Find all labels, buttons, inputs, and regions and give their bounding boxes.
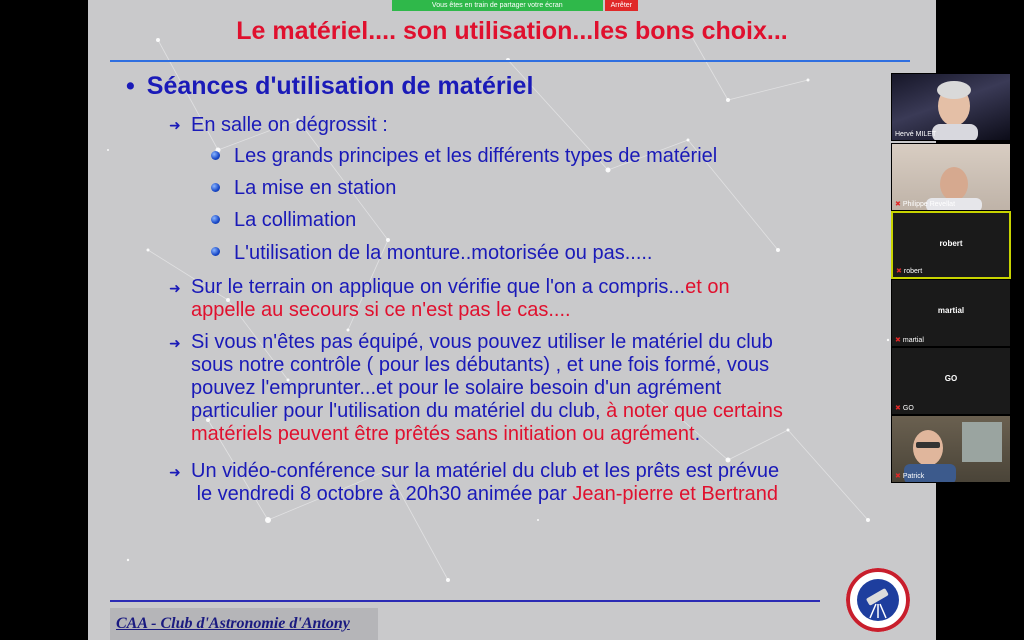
bullet-item: Si vous n'êtes pas équipé, vous pouvez utiliser le matériel du club sous notre contrôle ( pour les débutants) , et une fois formé, vous pouvez l'emprunter...et pour le solaire besoin d'un agrément particulier pour l'utilisation du matériel du club, à noter que certains matériels peuvent être prêtés sans initiation ou agrément. — [191, 331, 783, 445]
bullet-item: La mise en station — [234, 177, 397, 199]
bullet-item: L'utilisation de la monture..motorisée ou pas..... — [234, 242, 653, 264]
muted-mic-icon: ✖ — [895, 337, 901, 344]
participant-name-label: GO — [902, 404, 914, 412]
participant-name-label: Hervé MILET — [895, 131, 937, 138]
participant-display-name: martial — [937, 306, 965, 315]
muted-mic-icon: ✖ — [895, 473, 901, 480]
ball-bullet-icon — [211, 215, 220, 224]
participant-name-label: martial — [902, 336, 924, 344]
slide-heading: • Séances d'utilisation de matériel — [126, 72, 534, 100]
arrow-bullet-icon: ➜ — [169, 335, 181, 351]
participant-display-name: robert — [939, 239, 963, 248]
bullet-item: Les grands principes et les différents types de matériel — [234, 145, 718, 167]
club-logo — [846, 568, 910, 632]
arrow-bullet-icon: ➜ — [169, 464, 181, 480]
footer-text: CAA - Club d'Astronomie d'Antony — [116, 615, 350, 632]
participant-video-philippe[interactable] — [891, 143, 1011, 211]
share-status-text: Vous êtes en train de partager votre écran — [392, 0, 603, 11]
participant-name-label: Philippe Revellat — [902, 200, 956, 208]
bullet-item: Sur le terrain on applique on vérifie que l'on a compris...et on appelle au secours si ce n'est pas le cas.... — [191, 276, 730, 321]
title-divider — [110, 60, 910, 62]
bullet-item: La collimation — [234, 209, 357, 231]
ball-bullet-icon — [211, 247, 220, 256]
ball-bullet-icon — [211, 151, 220, 160]
shared-slide — [88, 0, 936, 640]
bullet-item: En salle on dégrossit : — [191, 114, 388, 136]
participant-name-label: Patrick — [902, 472, 925, 480]
muted-mic-icon: ✖ — [895, 405, 901, 412]
participant-name-label: robert — [903, 267, 923, 275]
muted-mic-icon: ✖ — [896, 268, 902, 275]
participant-video-herve[interactable] — [891, 73, 1011, 141]
bullet-item: Un vidéo-conférence sur la matériel du club et les prêts est prévue le vendredi 8 octobre à 20h30 animée par Jean-pierre et Bertrand — [191, 460, 780, 505]
stop-share-button[interactable]: Arrêter — [605, 0, 638, 11]
slide-title: Le matériel.... son utilisation...les bons choix... — [236, 17, 788, 45]
ball-bullet-icon — [211, 183, 220, 192]
footer-divider — [110, 600, 820, 602]
participant-tile-go[interactable] — [891, 347, 1011, 415]
arrow-bullet-icon: ➜ — [169, 117, 181, 133]
bullet-icon: • — [126, 72, 135, 100]
muted-mic-icon: ✖ — [895, 201, 901, 208]
participant-tile-robert[interactable] — [891, 211, 1011, 279]
arrow-bullet-icon: ➜ — [169, 280, 181, 296]
screen-share-bar — [392, 0, 638, 11]
participant-display-name: GO — [944, 374, 958, 383]
participant-tile-martial[interactable] — [891, 279, 1011, 347]
participant-video-patrick[interactable] — [891, 415, 1011, 483]
